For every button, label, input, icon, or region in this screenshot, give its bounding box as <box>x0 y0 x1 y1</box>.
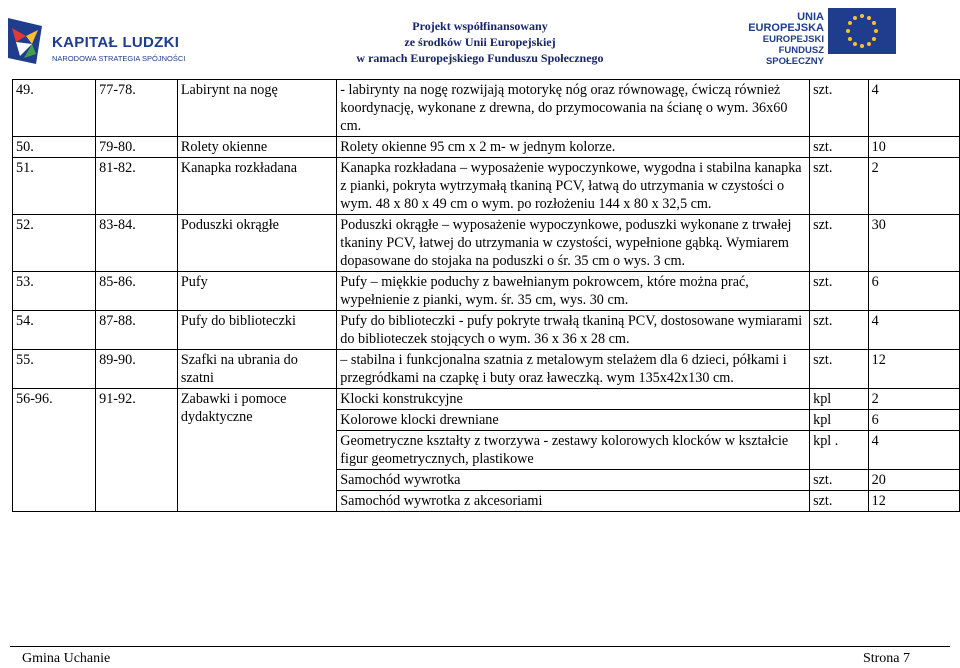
table-row <box>13 311 960 350</box>
item-quantity: 4 <box>868 431 959 470</box>
item-name: Poduszki okrągłe <box>177 215 336 272</box>
table-row <box>13 137 960 158</box>
item-description: Kolorowe klocki drewniane <box>337 410 810 431</box>
item-unit: kpl <box>810 389 869 410</box>
item-number: 49. <box>13 80 96 137</box>
item-description: Klocki konstrukcyjne <box>337 389 810 410</box>
table-row <box>13 350 960 389</box>
eu-flag-icon <box>828 8 896 54</box>
item-code: 77-78. <box>96 80 178 137</box>
item-name: Kanapka rozkładana <box>177 158 336 215</box>
item-unit: szt. <box>810 350 869 389</box>
item-unit: szt. <box>810 491 869 512</box>
item-unit: szt. <box>810 215 869 272</box>
item-quantity: 2 <box>868 158 959 215</box>
item-quantity: 12 <box>868 491 959 512</box>
item-name: Labirynt na nogę <box>177 80 336 137</box>
item-quantity: 6 <box>868 272 959 311</box>
item-code: 81-82. <box>96 158 178 215</box>
table-row <box>13 158 960 215</box>
item-number: 55. <box>13 350 96 389</box>
table-row <box>13 80 960 137</box>
item-quantity: 4 <box>868 311 959 350</box>
item-code: 83-84. <box>96 215 178 272</box>
item-number: 50. <box>13 137 96 158</box>
item-name: Zabawki i pomoce dydaktyczne <box>177 389 336 512</box>
item-number: 54. <box>13 311 96 350</box>
item-quantity: 4 <box>868 80 959 137</box>
table-row <box>13 215 960 272</box>
item-name: Rolety okienne <box>177 137 336 158</box>
item-description: Geometryczne kształty z tworzywa - zestawy kolorowych klocków w kształcie figur geometrycznych, plastikowe <box>337 431 810 470</box>
item-description: Pufy – miękkie poduchy z bawełnianym pokrowcem, które można prać, wypełnienie z pianki, wym. śr. 35 cm, wys. 30 cm. <box>337 272 810 311</box>
eu-line-1: UNIA EUROPEJSKA <box>748 11 824 34</box>
item-number: 53. <box>13 272 96 311</box>
eu-logo <box>726 8 956 67</box>
item-description: Samochód wywrotka z akcesoriami <box>337 491 810 512</box>
item-description: Poduszki okrągłe – wyposażenie wypoczynkowe, poduszki wykonane z trwałej tkaniny PCV, łatwej do utrzymania w czystości, wypełnione gąbką. Wymiarem dopasowane do stojaka na poduszki o śr. 35 cm o wys. 3 cm. <box>337 215 810 272</box>
footer-municipality: Gmina Uchanie <box>22 651 111 666</box>
cofinancing-line-1: Projekt współfinansowany <box>412 19 548 33</box>
item-unit: kpl . <box>810 431 869 470</box>
item-quantity: 30 <box>868 215 959 272</box>
item-number: 52. <box>13 215 96 272</box>
item-description: – stabilna i funkcjonalna szatnia z metalowym stelażem dla 6 dzieci, półkami i przegródkami na czapkę i buty oraz ławeczką. wym 135x42x130 cm. <box>337 350 810 389</box>
item-unit: szt. <box>810 272 869 311</box>
kapital-ludzki-emblem-icon <box>6 14 46 66</box>
item-description: Rolety okienne 95 cm x 2 m- w jednym kolorze. <box>337 137 810 158</box>
item-code: 87-88. <box>96 311 178 350</box>
items-table <box>12 79 960 512</box>
item-name: Pufy do biblioteczki <box>177 311 336 350</box>
item-number: 51. <box>13 158 96 215</box>
eu-line-2: EUROPEJSKI <box>762 34 824 45</box>
item-unit: szt. <box>810 311 869 350</box>
item-description: - labirynty na nogę rozwijają motorykę nóg oraz równowagę, ćwiczą również koordynację, wykonane z drewna, do przymocowania na ścianę o wym. 36x60 cm. <box>337 80 810 137</box>
page-header <box>0 0 960 78</box>
item-unit: szt. <box>810 137 869 158</box>
item-unit: kpl <box>810 410 869 431</box>
item-description: Kanapka rozkładana – wyposażenie wypoczynkowe, wygodna i stabilna kanapka z pianki, pokryta wytrzymałą tkaniną PCV, łatwą do utrzymania w czystości o wym. 48 x 80 x 49 cm o wym. po rozłożeniu 144 x 80 x 32,5 cm. <box>337 158 810 215</box>
item-quantity: 10 <box>868 137 959 158</box>
item-unit: szt. <box>810 80 869 137</box>
item-code: 89-90. <box>96 350 178 389</box>
cofinancing-line-2: ze środków Unii Europejskiej <box>404 35 556 49</box>
eu-logo-text <box>726 12 824 67</box>
footer-divider <box>10 646 950 647</box>
item-quantity: 2 <box>868 389 959 410</box>
item-unit: szt. <box>810 158 869 215</box>
item-name: Szafki na ubrania do szatni <box>177 350 336 389</box>
item-number: 56-96. <box>13 389 96 512</box>
item-description: Pufy do biblioteczki - pufy pokryte trwałą tkaniną PCV, dostosowane wymiarami do biblioteczek stojących o wym. 36 x 36 x 28 cm. <box>337 311 810 350</box>
footer-page-number: Strona 7 <box>862 651 910 666</box>
eu-line-3: FUNDUSZ SPOŁECZNY <box>765 45 824 67</box>
item-quantity: 6 <box>868 410 959 431</box>
kapital-ludzki-logo <box>6 14 186 72</box>
item-quantity: 12 <box>868 350 959 389</box>
logo-title: KAPITAŁ LUDZKI <box>52 34 180 51</box>
cofinancing-line-3: w ramach Europejskiego Funduszu Społecznego <box>356 51 604 65</box>
item-unit: szt. <box>810 470 869 491</box>
item-code: 91-92. <box>96 389 178 512</box>
item-description: Samochód wywrotka <box>337 470 810 491</box>
logo-subtitle: NARODOWA STRATEGIA SPÓJNOŚCI <box>52 54 186 63</box>
cofinancing-note <box>320 18 640 66</box>
item-code: 79-80. <box>96 137 178 158</box>
item-code: 85-86. <box>96 272 178 311</box>
item-name: Pufy <box>177 272 336 311</box>
table-row <box>13 272 960 311</box>
item-quantity: 20 <box>868 470 959 491</box>
table-row <box>13 389 960 410</box>
